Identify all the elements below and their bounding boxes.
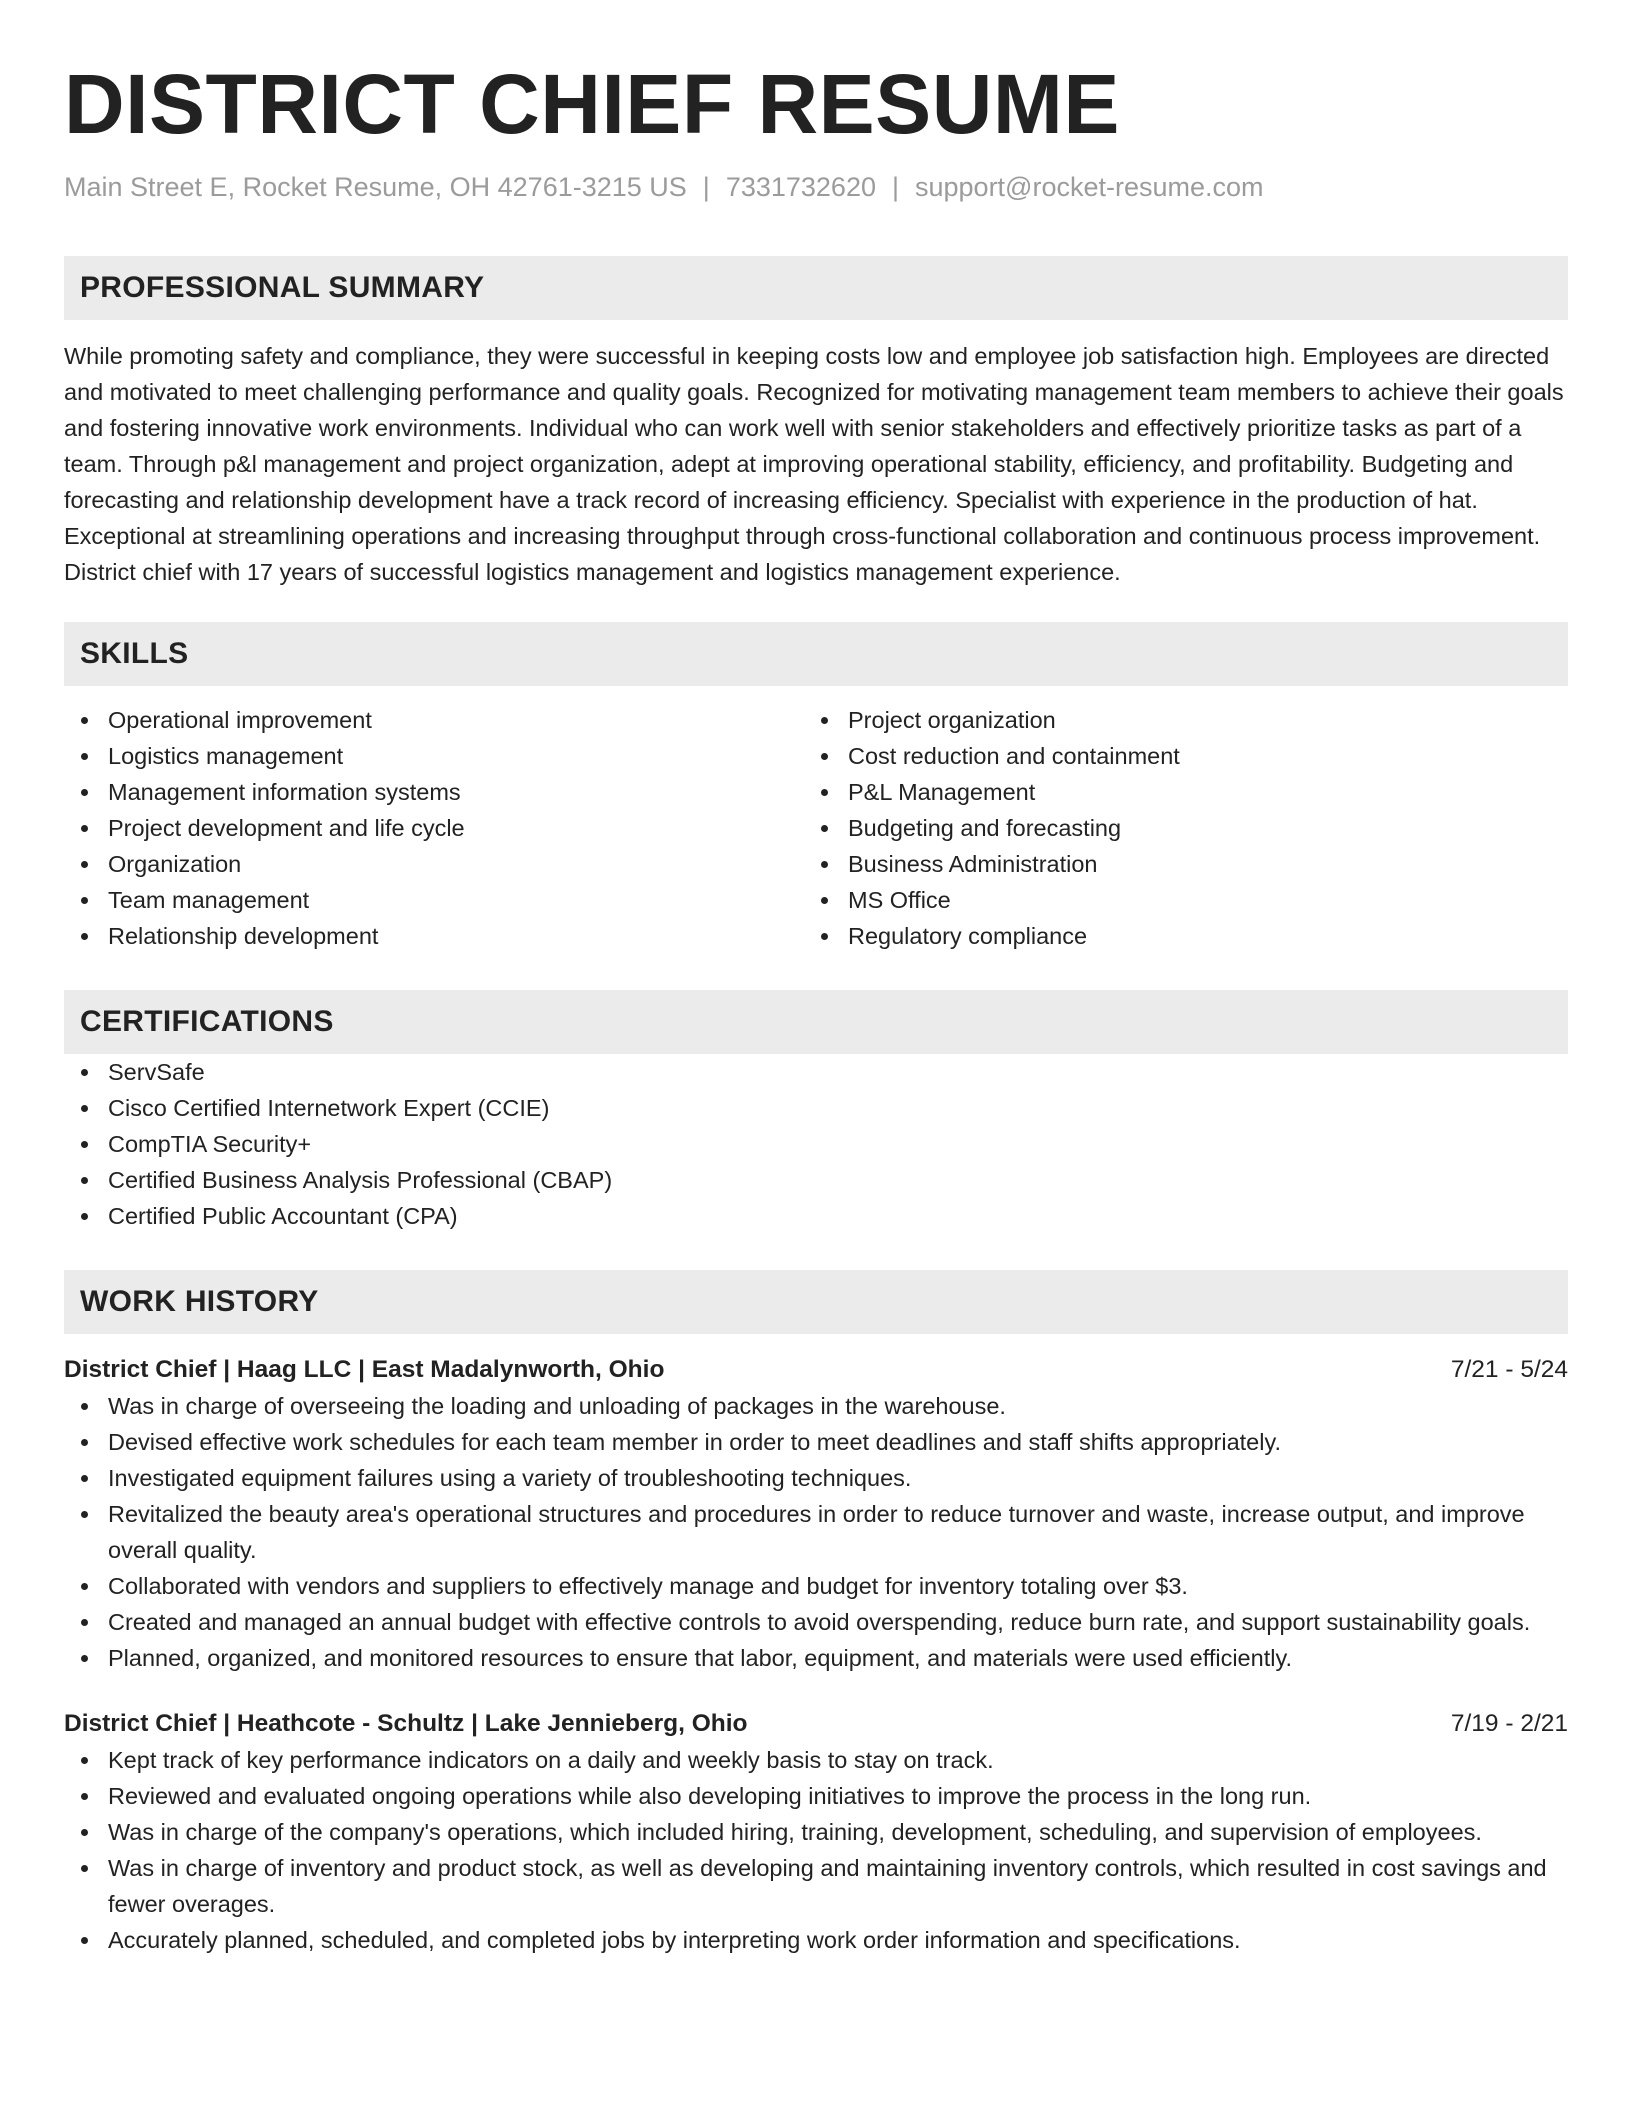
job-header — [64, 1706, 1568, 1742]
job-bullet: Collaborated with vendors and suppliers to effectively manage and budget for inventory totaling over $3. — [64, 1568, 1568, 1604]
certification-item: ServSafe — [64, 1054, 1568, 1090]
job-bullet: Kept track of key performance indicators on a daily and weekly basis to stay on track. — [64, 1742, 1568, 1778]
skill-item: Logistics management — [64, 738, 804, 774]
job-header — [64, 1352, 1568, 1388]
skill-item: Team management — [64, 882, 804, 918]
section-title: SKILLS — [80, 637, 189, 670]
contact-line — [64, 170, 1568, 204]
skill-item: Relationship development — [64, 918, 804, 954]
skills-grid — [64, 702, 1568, 954]
skill-item: Management information systems — [64, 774, 804, 810]
contact-phone: 7331732620 — [725, 172, 876, 202]
skills-column-left — [64, 702, 804, 954]
job-bullet: Planned, organized, and monitored resources to ensure that labor, equipment, and materials were used efficiently. — [64, 1640, 1568, 1676]
skill-item: Operational improvement — [64, 702, 804, 738]
job-entry — [64, 1706, 1568, 1958]
section-header-skills — [64, 622, 1568, 686]
job-bullet: Was in charge of overseeing the loading and unloading of packages in the warehouse. — [64, 1388, 1568, 1424]
job-bullet: Created and managed an annual budget with effective controls to avoid overspending, reduce burn rate, and support sustainability goals. — [64, 1604, 1568, 1640]
section-header-summary — [64, 256, 1568, 320]
section-title: WORK HISTORY — [80, 1285, 319, 1318]
skill-item: MS Office — [804, 882, 1544, 918]
job-title: District Chief | Haag LLC | East Madalynworth, Ohio — [64, 1356, 665, 1383]
skill-item: P&L Management — [804, 774, 1544, 810]
certification-item: Cisco Certified Internetwork Expert (CCIE) — [64, 1090, 1568, 1126]
job-bullet-list — [64, 1388, 1568, 1676]
job-bullet: Reviewed and evaluated ongoing operations while also developing initiatives to improve the process in the long run. — [64, 1778, 1568, 1814]
skill-item: Cost reduction and containment — [804, 738, 1544, 774]
job-bullet: Was in charge of inventory and product stock, as well as developing and maintaining inventory controls, which resulted in cost savings and fewer overages. — [64, 1850, 1568, 1922]
skill-item: Budgeting and forecasting — [804, 810, 1544, 846]
job-bullet: Was in charge of the company's operations, which included hiring, training, development, scheduling, and supervision of employees. — [64, 1814, 1568, 1850]
skills-list-right — [804, 702, 1544, 954]
job-bullet: Investigated equipment failures using a variety of troubleshooting techniques. — [64, 1460, 1568, 1496]
section-header-work-history — [64, 1270, 1568, 1334]
job-bullet: Devised effective work schedules for each team member in order to meet deadlines and staff shifts appropriately. — [64, 1424, 1568, 1460]
job-title: District Chief | Heathcote - Schultz | Lake Jennieberg, Ohio — [64, 1710, 748, 1737]
section-header-certifications — [64, 990, 1568, 1054]
skill-item: Business Administration — [804, 846, 1544, 882]
contact-separator: | — [891, 172, 899, 202]
summary-text: While promoting safety and compliance, they were successful in keeping costs low and employee job satisfaction high. Employees are directed and motivated to meet challenging performance and quality goals. Recognized for motivating management team members to achieve their goals and fostering innovative work environments. Individual who can work well with senior stakeholders and effectively prioritize tasks as part of a team. Through p&l management and project organization, adept at improving operational stability, efficiency, and profitability. Budgeting and forecasting and relationship development have a track record of increasing efficiency. Specialist with experience in the production of hat. Exceptional at streamlining operations and increasing throughput through cross-functional collaboration and continuous process improvement. District chief with 17 years of successful logistics management and logistics management experience. — [64, 343, 1564, 585]
section-title: PROFESSIONAL SUMMARY — [80, 271, 485, 304]
contact-separator: | — [702, 172, 710, 202]
skill-item: Project development and life cycle — [64, 810, 804, 846]
job-bullet: Revitalized the beauty area's operational structures and procedures in order to reduce turnover and waste, increase output, and improve overall quality. — [64, 1496, 1568, 1568]
skills-list-left — [64, 702, 804, 954]
job-bullet: Accurately planned, scheduled, and completed jobs by interpreting work order information and specifications. — [64, 1922, 1568, 1958]
resume-title: DISTRICT CHIEF RESUME — [64, 57, 1120, 151]
skill-item: Organization — [64, 846, 804, 882]
contact-email: support@rocket-resume.com — [915, 172, 1264, 202]
section-title: CERTIFICATIONS — [80, 1005, 334, 1038]
skill-item: Project organization — [804, 702, 1544, 738]
contact-address: Main Street E, Rocket Resume, OH 42761-3215 US — [64, 172, 687, 202]
certification-item: CompTIA Security+ — [64, 1126, 1568, 1162]
job-dates: 7/21 - 5/24 — [1450, 1356, 1568, 1383]
skills-column-right — [804, 702, 1544, 954]
certification-item: Certified Business Analysis Professional (CBAP) — [64, 1162, 1568, 1198]
certifications-list — [64, 1054, 1568, 1234]
job-dates: 7/19 - 2/21 — [1450, 1710, 1568, 1737]
certification-item: Certified Public Accountant (CPA) — [64, 1198, 1568, 1234]
skill-item: Regulatory compliance — [804, 918, 1544, 954]
job-bullet-list — [64, 1742, 1568, 1958]
job-entry — [64, 1352, 1568, 1676]
